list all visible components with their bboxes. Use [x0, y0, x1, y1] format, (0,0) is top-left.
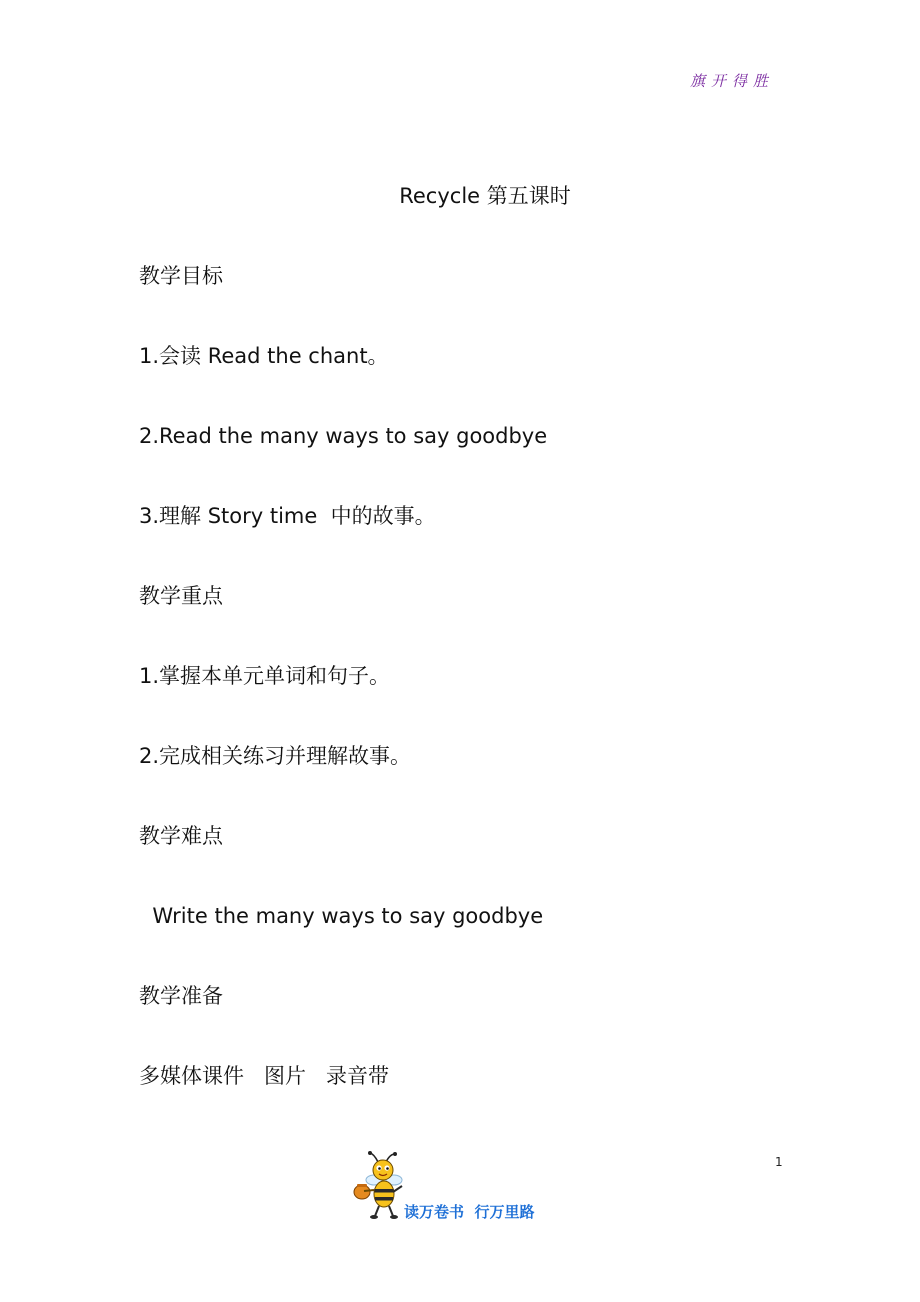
footer-slogan: 读万卷书 行万里路: [404, 1203, 535, 1221]
section-heading-key-points: 教学重点: [139, 584, 223, 608]
objective-item-1: 1.会读 Read the chant。: [139, 344, 389, 368]
header-motto: 旗开得胜: [690, 72, 775, 90]
section-heading-preparation: 教学准备: [139, 984, 223, 1008]
key-point-item-1: 1.掌握本单元单词和句子。: [139, 664, 391, 688]
difficulty-item: Write the many ways to say goodbye: [139, 904, 544, 928]
section-heading-objectives: 教学目标: [139, 264, 223, 288]
bee-mascot-icon: [352, 1150, 408, 1222]
preparation-materials: 多媒体课件 图片 录音带: [139, 1064, 390, 1088]
document-title: Recycle 第五课时: [399, 184, 571, 208]
objective-item-2: 2.Read the many ways to say goodbye: [139, 424, 548, 448]
page-number: 1: [775, 1155, 783, 1169]
objective-item-3: 3.理解 Story time 中的故事。: [139, 504, 436, 528]
key-point-item-2: 2.完成相关练习并理解故事。: [139, 744, 412, 768]
section-heading-difficulties: 教学难点: [139, 824, 223, 848]
